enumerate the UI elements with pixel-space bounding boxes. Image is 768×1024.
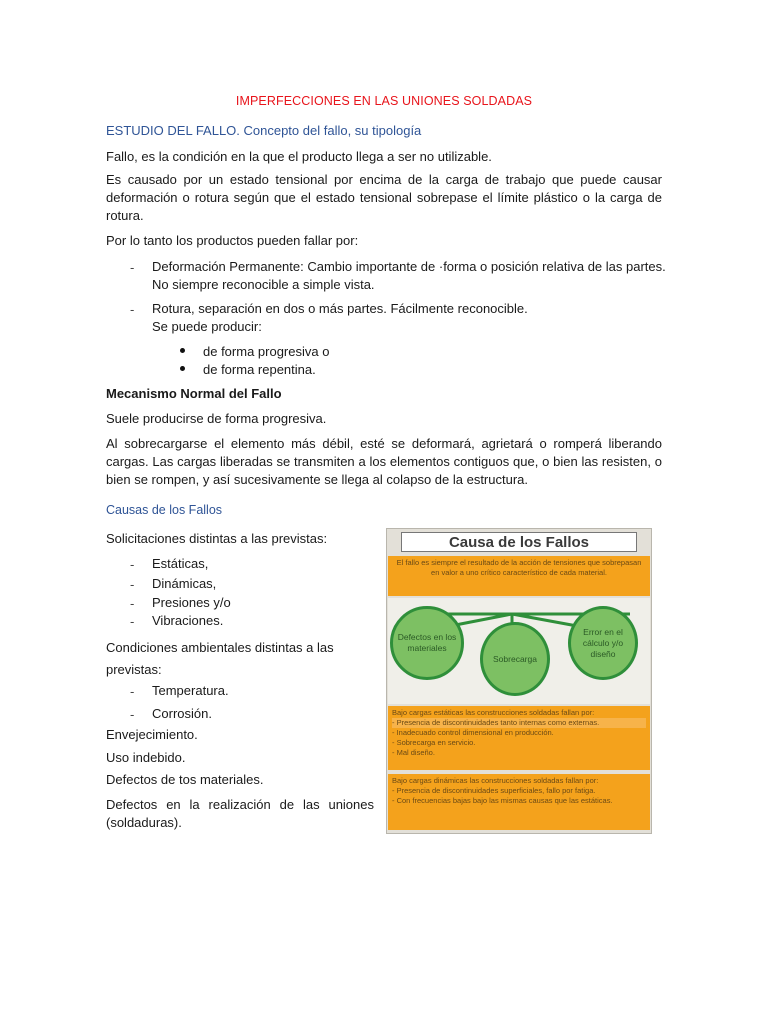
paragraph: Es causado por un estado tensional por encima de la carga de trabajo que puede causar deformación o rotura según que el estado tensional sobrepase el límite plástico o la carga de rotura. [106, 172, 662, 223]
circle-label: Error en el cálculo y/o diseño [582, 626, 624, 659]
section-heading-mecanismo: Mecanismo Normal del Fallo [106, 386, 282, 401]
figure-static-box [388, 706, 650, 770]
dynamic-item: - Con frecuencias bajas bajo las mismas causas que las estáticas. [392, 796, 613, 805]
paragraph: Solicitaciones distintas a las previstas: [106, 531, 328, 546]
document-title: IMPERFECCIONES EN LAS UNIONES SOLDADAS [235, 94, 533, 108]
section-heading-causas: Causas de los Fallos [106, 503, 223, 517]
list-dash: - [130, 684, 135, 699]
list-item: Estáticas, [152, 556, 209, 571]
list-dash: - [130, 302, 135, 317]
static-heading: Bajo cargas estáticas las construcciones soldadas fallan por: [392, 708, 595, 717]
list-item-continuation: No siempre reconocible a simple vista. [152, 277, 375, 292]
paragraph: Condiciones ambientales distintas a las [106, 640, 334, 655]
dynamic-item: - Presencia de discontinuidades superficiales, fallo por fatiga. [392, 786, 596, 795]
bullet-icon [180, 348, 185, 353]
list-dash: - [130, 707, 135, 722]
list-dash: - [130, 557, 135, 572]
section-heading-estudio: ESTUDIO DEL FALLO. Concepto del fallo, su tipología [106, 123, 422, 138]
figure-top-text: El fallo es siempre el resultado de la acción de tensiones que sobrepasan en valor a uno crítico característico de cada material. [388, 556, 650, 596]
paragraph: Fallo, es la condición en la que el producto llega a ser no utilizable. [106, 149, 492, 164]
paragraph: Suele producirse de forma progresiva. [106, 411, 327, 426]
paragraph: previstas: [106, 662, 162, 677]
list-dash: - [130, 577, 135, 592]
paragraph: Envejecimiento. [106, 727, 198, 742]
list-item-continuation: Se puede producir: [152, 319, 262, 334]
bullet-icon [180, 366, 185, 371]
paragraph: Uso indebido. [106, 750, 186, 765]
figure-dynamic-box [388, 774, 650, 830]
dynamic-heading: Bajo cargas dinámicas las construcciones soldadas fallan por: [392, 776, 599, 785]
paragraph: Por lo tanto los productos pueden fallar por: [106, 233, 359, 248]
list-item: Corrosión. [152, 706, 212, 721]
list-dash: - [130, 614, 135, 629]
list-item: Deformación Permanente: Cambio importante de ·forma o posición relativa de las partes. [152, 259, 666, 274]
paragraph: Al sobrecargarse el elemento más débil, esté se deformará, agrietará o romperá liberando cargas. Las cargas liberadas se transmiten a los elementos contiguos que, o bien las resisten, o bien se rompen, y así sucesivamente se llega al colapso de la estructura. [106, 436, 662, 487]
list-dash: - [130, 260, 135, 275]
circle-error [568, 606, 638, 680]
static-item: - Presencia de discontinuidades tanto internas como externas. [392, 718, 646, 728]
list-item: Presiones y/o [152, 595, 231, 610]
list-item: Dinámicas, [152, 576, 217, 591]
circle-label: Defectos en los materiales [397, 632, 457, 653]
sub-list-item: de forma progresiva o [203, 344, 330, 359]
figure-title: Causa de los Fallos [401, 532, 637, 552]
circle-sobrecarga [480, 622, 550, 696]
static-item: - Sobrecarga en servicio. [392, 738, 476, 747]
paragraph: Defectos en la realización de las uniones (soldaduras). [106, 797, 374, 830]
paragraph: Defectos de tos materiales. [106, 772, 264, 787]
list-item: Temperatura. [152, 683, 229, 698]
list-dash: - [130, 596, 135, 611]
list-item: Vibraciones. [152, 613, 224, 628]
static-item: - Inadecuado control dimensional en producción. [392, 728, 554, 737]
static-item: - Mal diseño. [392, 748, 435, 757]
circle-label: Sobrecarga [493, 653, 537, 664]
circle-defectos [390, 606, 464, 680]
list-item: Rotura, separación en dos o más partes. Fácilmente reconocible. [152, 301, 528, 316]
sub-list-item: de forma repentina. [203, 362, 316, 377]
